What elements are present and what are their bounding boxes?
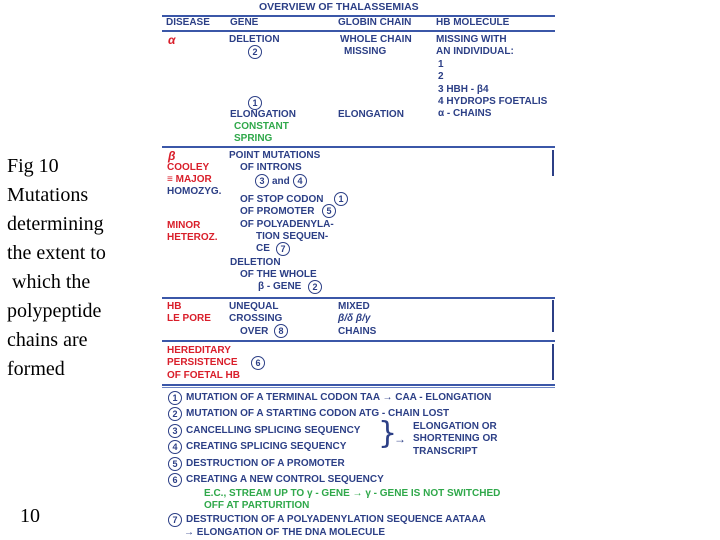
splice-effect: ELONGATION OR (413, 421, 497, 432)
header-disease: DISEASE (166, 17, 210, 28)
legend-text: CREATING SPLICING SEQUENCY (186, 441, 347, 452)
gene-line: DELETION (230, 257, 281, 268)
legend-sub: → ELONGATION OF THE DNA MOLECULE (184, 527, 386, 538)
page-number: 10 (20, 505, 40, 527)
legend-number: 4 (168, 440, 182, 454)
legend-text: MUTATION OF A STARTING CODON ATG - CHAIN LOST (186, 408, 450, 419)
hpfh-line: PERSISTENCE (167, 357, 238, 368)
legend-text: MUTATION OF A TERMINAL CODON TAA → CAA - ELONGATION (186, 392, 492, 403)
globin-line: WHOLE CHAIN (340, 34, 412, 45)
brace-icon: } (378, 416, 398, 451)
lepore-line: LE PORE (167, 313, 211, 324)
divider (162, 340, 555, 342)
divider (162, 30, 555, 32)
number-circle: 8 (274, 324, 288, 338)
gene-line: OF POLYADENYLA- (240, 219, 334, 230)
arrow-right-icon: → (394, 432, 406, 446)
legend-number: 2 (168, 407, 182, 421)
caption-line: the extent to (7, 242, 106, 264)
gene-line: OF INTRONS (240, 162, 302, 173)
figure-title: OVERVIEW OF THALASSEMIAS (259, 1, 419, 13)
caption-line: chains are (7, 329, 88, 351)
lepore-gene: UNEQUAL (229, 301, 279, 312)
lepore-globin: β/δ β/γ (338, 313, 371, 324)
caption-line: Fig 10 (7, 155, 59, 177)
hb-line: 1 (438, 59, 444, 70)
number-circle: 2 (248, 45, 262, 59)
caption-line: Mutations (7, 184, 89, 206)
gene-line: CE (256, 243, 270, 254)
globin-line: MISSING (344, 46, 387, 57)
legend-green: OFF AT PARTURITION (204, 500, 310, 511)
legend-number: 1 (168, 391, 182, 405)
disease-beta: β (168, 149, 176, 163)
divider (162, 297, 555, 299)
divider (162, 384, 555, 386)
splice-effect: TRANSCRIPT (413, 446, 478, 457)
caption-line: which the (7, 271, 91, 293)
constant-spring: CONSTANT (234, 121, 289, 132)
number-circle: 4 (293, 174, 307, 188)
splice-effect: SHORTENING OR (413, 433, 498, 444)
lepore-globin: MIXED (338, 301, 370, 312)
legend-number: 6 (168, 473, 182, 487)
legend-text: CANCELLING SPLICING SEQUENCY (186, 425, 361, 436)
lepore-gene: CROSSING (229, 313, 283, 324)
divider (162, 146, 555, 148)
and-word: and (272, 176, 290, 187)
legend-number: 3 (168, 424, 182, 438)
number-circle: 7 (276, 242, 290, 256)
header-hb-molecule: HB MOLECULE (436, 17, 510, 28)
number-circle: 2 (308, 280, 322, 294)
number-circle: 1 (248, 96, 262, 110)
legend-number: 5 (168, 457, 182, 471)
header-globin-chain: GLOBIN CHAIN (338, 17, 412, 28)
legend-text: DESTRUCTION OF A POLYADENYLATION SEQUENCE AATAAA (186, 514, 486, 525)
number-circle: 5 (322, 204, 336, 218)
disease-line: ≡ MAJOR (167, 174, 212, 185)
header-gene: GENE (230, 17, 259, 28)
caption-line: polypeptide (7, 300, 102, 322)
gene-deletion: DELETION (229, 34, 280, 45)
lepore-line: HB (167, 301, 182, 312)
legend-green: E.C., STREAM UP TO γ - GENE → γ - GENE IS NOT SWITCHED (204, 488, 501, 499)
disease-line: MINOR (167, 220, 201, 231)
hpfh-line: OF FOETAL HB (167, 370, 240, 381)
hb-line: α - CHAINS (438, 108, 492, 119)
hb-line: AN INDIVIDUAL: (436, 46, 514, 57)
column-bar (552, 150, 554, 176)
number-circle: 3 (255, 174, 269, 188)
number-circle: 1 (334, 192, 348, 206)
hb-line: 3 HBH - β4 (438, 84, 489, 95)
column-bar (552, 300, 554, 332)
caption-line: determining (7, 213, 104, 235)
hb-line: 4 HYDROPS FOETALIS (438, 96, 548, 107)
gene-elongation: ELONGATION (230, 109, 296, 120)
disease-line: HOMOZYG. (167, 186, 222, 197)
legend-number: 7 (168, 513, 182, 527)
lepore-gene: OVER (240, 326, 269, 337)
legend-text: CREATING A NEW CONTROL SEQUENCY (186, 474, 384, 485)
gene-line: TION SEQUEN- (256, 231, 329, 242)
lepore-globin: CHAINS (338, 326, 377, 337)
disease-line: COOLEY (167, 162, 210, 173)
disease-line: HETEROZ. (167, 232, 218, 243)
gene-line: OF PROMOTER (240, 206, 315, 217)
figure-caption (7, 152, 157, 384)
gene-line: OF STOP CODON (240, 194, 324, 205)
thalassemia-figure (162, 0, 555, 540)
legend-text: DESTRUCTION OF A PROMOTER (186, 458, 345, 469)
gene-line: POINT MUTATIONS (229, 150, 321, 161)
hb-line: 2 (438, 71, 444, 82)
column-bar (552, 344, 554, 380)
divider (162, 387, 555, 388)
hpfh-line: HEREDITARY (167, 345, 231, 356)
hb-line: MISSING WITH (436, 34, 507, 45)
constant-spring: SPRING (234, 133, 273, 144)
disease-alpha: α (168, 33, 176, 47)
globin-elongation: ELONGATION (338, 109, 404, 120)
caption-line: formed (7, 358, 65, 380)
gene-line: β - GENE (258, 281, 302, 292)
gene-line: OF THE WHOLE (240, 269, 317, 280)
number-circle: 6 (251, 356, 265, 370)
